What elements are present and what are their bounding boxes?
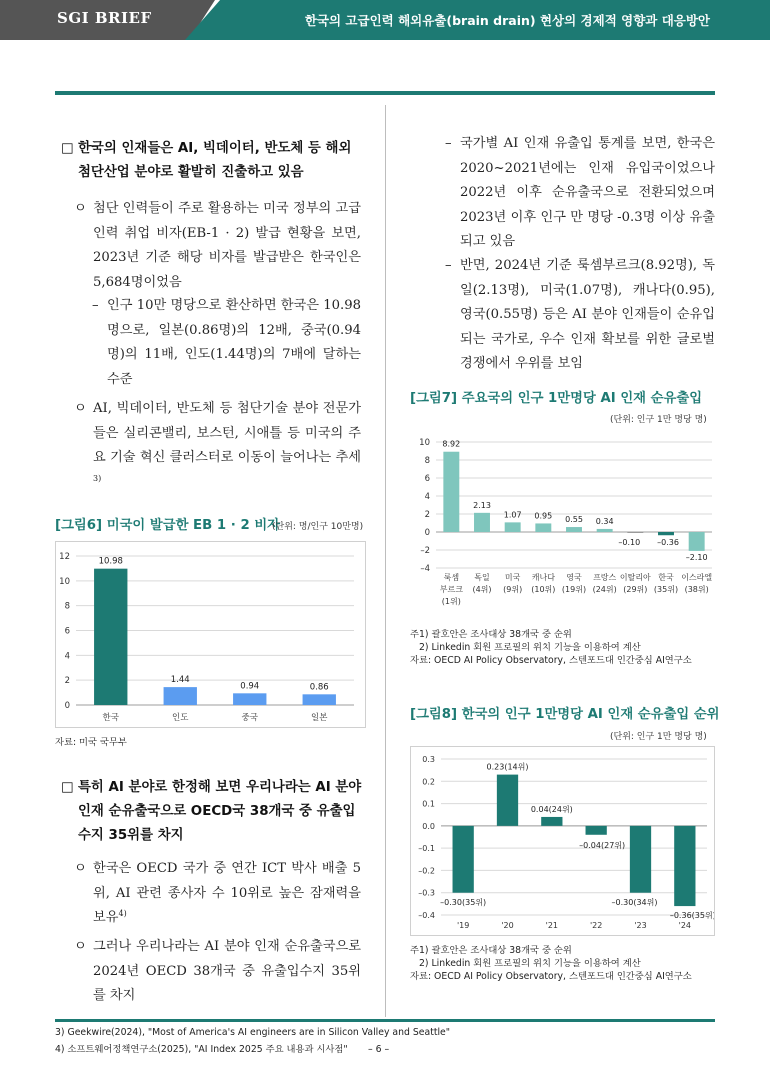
category-label: '22 [589, 921, 603, 930]
dash1-text: 인구 10만 명당으로 환산하면 한국은 10.98명으로, 일본(0.86명)의 12배, 중국(0.94명)의 11배, 인도(1.44명)의 7배에 달하는 수준 [107, 298, 361, 387]
page-header [0, 0, 770, 40]
bar [233, 693, 266, 705]
fig8-note2: 2) Linkedin 회원 프로필의 위치 기능을 이용하여 계산 [419, 958, 641, 969]
fig6-title: [그림6] 미국이 발급한 EB 1 · 2 비자 [55, 518, 281, 533]
bullet4-marker: ㅇ [74, 939, 87, 954]
bar [630, 826, 651, 893]
category-label: 한국 [102, 713, 119, 723]
category-label: 부르크 [439, 585, 463, 594]
fig7-title: [그림7] 주요국의 인구 1만명당 AI 인재 순유출입 [410, 391, 703, 406]
y-tick-label: 0.0 [422, 821, 435, 831]
bullet2-body: AI, 빅데이터, 반도체 등 첨단기술 분야 전문가들은 실리콘밸리, 보스턴, 시애틀 등 미국의 주요 기술 혁신 클러스터로 이동이 늘어나는 추세 [93, 401, 361, 465]
category-label: 한국 [658, 573, 674, 582]
fig8-source: 자료: OECD AI Policy Observatory, 스텐포드대 인간중심 AI연구소 [410, 971, 692, 982]
footnote-ref-4: 4) [118, 909, 127, 918]
fig7-unit: (단위: 인구 1만 명당 명) [610, 415, 707, 425]
section2-heading: 특히 AI 분야로 한정해 보면 우리나라는 AI 분야 인재 순유출국으로 OECD국 38개국 중 유출입수지 35위를 차지 [78, 780, 362, 843]
data-label: 1.44 [170, 675, 190, 686]
category-label: 미국 [504, 573, 521, 582]
bar [566, 527, 582, 532]
y-tick-label: 10 [419, 438, 430, 448]
y-tick-label: –0.3 [418, 888, 435, 898]
bullet3-text [93, 857, 361, 931]
data-label: –2.10 [685, 553, 708, 562]
bar [541, 817, 562, 826]
y-tick-label: –4 [420, 564, 430, 574]
data-label: 0.86 [309, 682, 329, 693]
data-label: 1.07 [503, 510, 522, 520]
section1-heading: 한국의 인재들은 AI, 빅데이터, 반도체 등 해외 첨단산업 분야로 활발히 진출하고 있음 [78, 141, 352, 180]
footnote-ref-3: 3) [93, 473, 102, 483]
data-label: –0.30(34위) [611, 898, 658, 907]
bullet2-text [93, 397, 361, 495]
category-label: (29위) [623, 585, 648, 594]
fig8-chart [411, 747, 714, 935]
fig6-chart-frame [55, 541, 366, 728]
category-label: '23 [634, 921, 647, 930]
category-label: '19 [456, 921, 470, 930]
y-tick-label: 2 [424, 510, 430, 520]
y-tick-label: 2 [64, 676, 70, 687]
category-label: (35위) [653, 585, 679, 594]
y-tick-label: 0 [424, 528, 430, 538]
y-tick-label: –2 [420, 546, 430, 556]
page-number: – 6 – [368, 1044, 390, 1055]
bar [453, 826, 474, 893]
bottom-rule [55, 1019, 715, 1022]
bar [505, 522, 521, 532]
bar [586, 826, 607, 835]
bullet4-text: 그러나 우리나라는 AI 분야 인재 순유출국으로 2024년 OECD 38개국 중 유출입수지 35위를 차지 [93, 939, 361, 1003]
y-tick-label: 12 [59, 552, 70, 562]
bullet3-body: 한국은 OECD 국가 중 연간 ICT 박사 배출 5위, AI 관련 종사자 수 10위로 높은 잠재력을 보유 [93, 861, 361, 925]
bar [658, 532, 674, 535]
data-label: 0.23(14위) [486, 762, 529, 772]
bullet3-marker: ㅇ [74, 861, 87, 876]
fig7-note2: 2) Linkedin 회원 프로필의 위치 기능을 이용하여 계산 [419, 642, 641, 653]
bar [474, 513, 490, 532]
column-divider [385, 105, 386, 1017]
fig8-unit: (단위: 인구 1만 명당 명) [610, 732, 707, 742]
data-label: –0.36(35위) [669, 911, 714, 920]
category-label: 일본 [311, 713, 328, 723]
fig8-title: [그림8] 한국의 인구 1만명당 AI 인재 순유출입 순위 [410, 707, 720, 722]
bullet2-marker: ㅇ [74, 401, 87, 416]
fig7-chart [410, 430, 715, 618]
dash1-marker: – [92, 298, 99, 313]
category-label: 이스라엘 [681, 573, 713, 582]
dash3-marker: – [445, 258, 452, 273]
category-label: 독일 [474, 573, 490, 582]
bar [94, 569, 127, 705]
section1-marker: □ [61, 141, 74, 156]
bar [303, 694, 336, 705]
footnote-4: 4) 소프트웨어정책연구소(2025), "AI Index 2025 주요 내용과 시사점" [55, 1044, 348, 1055]
bar [689, 532, 705, 551]
data-label: –0.10 [618, 538, 641, 547]
fig6-source: 자료: 미국 국무부 [55, 737, 127, 748]
category-label: 이탈리아 [619, 573, 651, 582]
category-label: '21 [545, 921, 559, 930]
dash2-marker: – [445, 136, 452, 151]
bar [627, 532, 643, 533]
bar [674, 826, 695, 906]
category-label: 프랑스 [593, 573, 617, 582]
data-label: 2.13 [473, 500, 491, 510]
data-label: –0.04(27위) [579, 841, 626, 850]
fig6-chart [56, 542, 365, 727]
category-label: 인도 [172, 713, 189, 723]
y-tick-label: 10 [59, 576, 70, 587]
category-label: 캐나다 [531, 573, 555, 582]
fig7-note1: 주1) 괄호안은 조사대상 38개국 중 순위 [410, 629, 572, 640]
bar [535, 523, 551, 532]
bullet1-text: 첨단 인력들이 주로 활용하는 미국 정부의 고급인력 취업 비자(EB-1 · 2) 발급 현황을 보면, 2023년 기준 해당 비자를 발급받은 한국인은 5,684명이었음 [93, 201, 361, 290]
y-tick-label: 8 [424, 456, 430, 466]
dash2-text: 국가별 AI 인재 유출입 통계를 보면, 한국은 2020~2021년에는 인재 유입국이었으나 2022년 이후 순유출국으로 전환되었으며 2023년 이후 인구 만 명당 -0.3명 이상 유출되고 있음 [460, 136, 715, 249]
y-tick-label: –0.4 [418, 911, 435, 920]
y-tick-label: 0.2 [422, 777, 435, 787]
data-label: –0.36 [657, 538, 679, 547]
brand-label: SGI BRIEF [57, 9, 152, 27]
data-label: 0.95 [534, 511, 553, 521]
category-label: '20 [501, 921, 514, 930]
bar [443, 452, 459, 532]
y-tick-label: –0.1 [418, 844, 435, 854]
category-label: (19위) [561, 585, 587, 594]
bar [597, 529, 613, 532]
data-label: 10.98 [98, 556, 123, 567]
y-tick-label: 4 [424, 492, 430, 502]
top-rule [55, 91, 715, 95]
data-label: 8.92 [442, 439, 461, 449]
y-tick-label: 0 [64, 701, 70, 711]
fig6-unit: (단위: 명/인구 10만명) [272, 522, 364, 532]
category-label: (4위) [472, 585, 492, 594]
section2-marker: □ [61, 780, 74, 795]
data-label: 0.34 [595, 516, 614, 526]
y-tick-label: 8 [64, 601, 70, 612]
bar [164, 687, 197, 705]
fig8-chart-frame [410, 746, 715, 936]
dash3-text: 반면, 2024년 기준 룩셈부르크(8.92명), 독일(2.13명), 미국(1.07명), 캐나다(0.95), 영국(0.55명) 등은 AI 분야 인재들이 순유입되는 국가로, 우수 인재 확보를 위한 글로벌 경쟁에서 우위를 보임 [460, 258, 715, 371]
category-label: 중국 [241, 713, 258, 723]
category-label: (38위) [684, 585, 709, 594]
bar [497, 775, 518, 826]
y-tick-label: –0.2 [418, 866, 435, 876]
document-title: 한국의 고급인력 해외유출(brain drain) 현상의 경제적 영향과 대응방안 [304, 13, 710, 28]
y-tick-label: 4 [64, 651, 70, 662]
footnote-3: 3) Geekwire(2024), "Most of America's AI engineers are in Silicon Valley and Seattle" [55, 1027, 451, 1038]
data-label: –0.30(35위) [440, 898, 487, 907]
data-label: 0.94 [240, 681, 260, 692]
y-tick-label: 6 [64, 626, 70, 637]
category-label: (24위) [592, 585, 617, 594]
data-label: 0.04(24위) [530, 804, 573, 814]
y-tick-label: 0.1 [422, 799, 435, 809]
category-label: (10위) [531, 585, 556, 594]
category-label: (9위) [503, 585, 523, 594]
y-tick-label: 0.3 [422, 755, 435, 764]
fig7-source: 자료: OECD AI Policy Observatory, 스텐포드대 인간중심 AI연구소 [410, 655, 692, 666]
category-label: (1위) [441, 597, 461, 606]
category-label: '24 [678, 921, 692, 930]
bullet1-marker: ㅇ [74, 201, 87, 216]
data-label: 0.55 [565, 515, 583, 525]
category-label: 영국 [566, 573, 582, 582]
category-label: 룩셈 [443, 573, 460, 582]
y-tick-label: 6 [424, 474, 430, 484]
fig8-note1: 주1) 괄호안은 조사대상 38개국 중 순위 [410, 945, 572, 956]
